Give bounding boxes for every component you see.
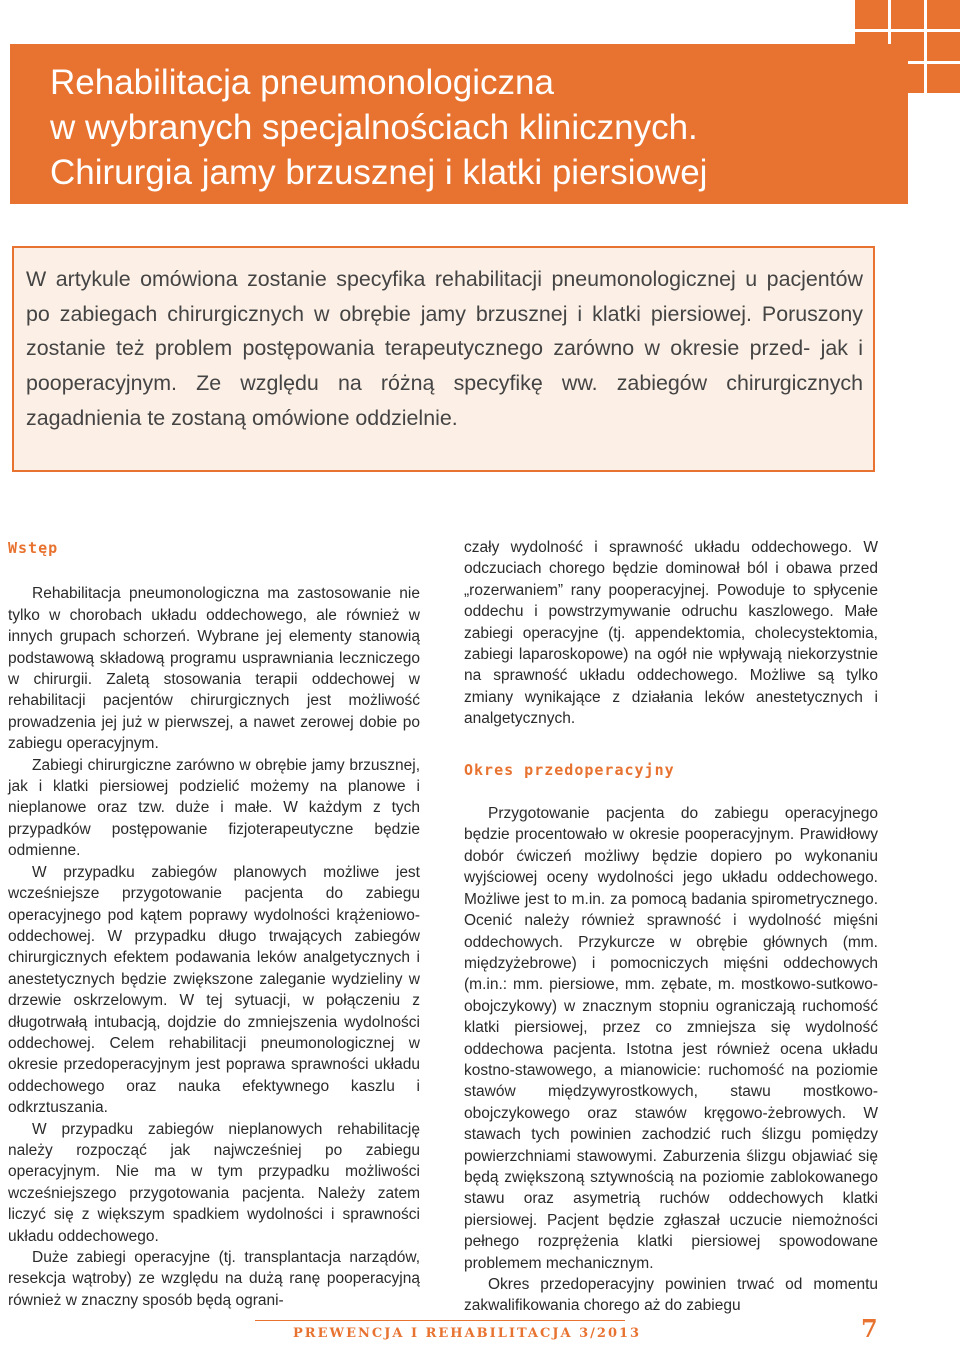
right-column — [464, 537, 878, 1317]
body-paragraph: Duże zabiegi operacyjne (tj. transplantacja narządów, resekcja wątroby) ze względu na dużą ranę pooperacyjną również w znaczny sposób będą ograni- — [8, 1249, 420, 1309]
article-title-line: Rehabilitacja pneumonologiczna — [50, 63, 554, 102]
journal-name: PREWENCJA I REHABILITACJA 3/2013 — [293, 1326, 642, 1341]
body-paragraph: Przygotowanie pacjenta do zabiegu operacyjnego będzie procentowało w okresie pooperacyjnym. Prawidłowy dobór ćwiczeń możliwy będzie dopiero po wykonaniu wyjściowej oceny wydolności jego układu oddechowego. Możliwe jest to m.in. za pomocą badania spirometrycznego. Ocenić należy również sprawność i wydolność mięśni oddechowych. Przykurcze w obrębie głównych (mm. międzyżebrowe) i pomocniczych mięśni oddechowych (m.in.: mm. piersiowe, mm. zębate, m. mostkowo-sutkowo-obojczykowy) w znacznym stopniu ograniczają ruchomość klatki piersiowej, przez co zmniejsza się wydolność oddechowa pacjenta. Istotna jest również ocena układu kostno-stawowego, a mianowicie: ruchomość na poziomie stawów międzywyrostkowych, stawu mostkowo-obojczykowego oraz stawów kręgowo-żebrowych. W stawach tych powinien zachodzić ruch ślizgu pomiędzy powierzchniami stawowymi. Zaburzenia ślizgu objawiać się będą zwiększoną sztywnością na poziomie zablokowanego stawu oraz asymetrią ruchów oddechowych klatki piersiowej. Pacjent będzie zgłaszał uczucie niemożności pełnego rozprężenia klatki piersiowej spowodowane problemem mechanicznym. — [464, 805, 878, 1272]
body-paragraph: Rehabilitacja pneumonologiczna ma zastosowanie nie tylko w chorobach układu oddechowego, ale również w innych grupach schorzeń. Wybrane jej elementy stanowią podstawową składową programu usprawniania leczniczego w chirurgii. Zaletą stosowania terapii oddechowej w rehabilitacji pacjentów chirurgicznych jest możliwość prowadzenia jej już w pierwszej, a nawet zerowej dobie po zabiegu operacyjnym. — [8, 585, 420, 753]
left-column — [8, 538, 420, 1311]
body-paragraph: W przypadku zabiegów planowych możliwe jest wcześniejsze przygotowanie pacjenta do zabiegu operacyjnego pod kątem poprawy wydolności krążeniowo-oddechowej. W przypadku długo trwających zabiegów chirurgicznych efektem podawania leków analgetycznych i anestetycznych będzie zwiększone zaleganie wydzieliny w drzewie oskrzelowym. W tej sytuacji, w połączeniu z długotrwałą intubacją, dojdzie do zmniejszenia wydolności oddechowej. Celem rehabilitacji pneumonologicznej w okresie przedoperacyjnym jest poprawa sprawności układu oddechowego oraz nauka efektywnego kaszlu i odkrztuszania. — [8, 863, 420, 1117]
article-title — [50, 60, 888, 195]
body-paragraph: W przypadku zabiegów nieplanowych rehabilitację należy rozpocząć jak najwcześniej po zabiegu operacyjnym. Nie ma w tym przypadku możliwości wcześniejszego przygotowania pacjenta. Należy zatem liczyć się z większym spadkiem wydolności i sprawności układu oddechowego. — [8, 1120, 420, 1245]
body-paragraph: Okres przedoperacyjny powinien trwać od momentu zakwalifikowania chorego aż do zabiegu — [464, 1276, 878, 1315]
section-heading-intro: Wstęp — [8, 539, 59, 557]
footer-rule — [255, 1320, 625, 1321]
title-band — [10, 44, 908, 204]
lead-box — [12, 246, 875, 472]
body-paragraph-continued: czały wydolność i sprawność układu oddechowego. W odczuciach chorego będzie dominował ból i obawa przed „rozerwaniem” rany pooperacyjnej. Powoduje to spłycenie oddechu i powstrzymywanie odruchu kaszlowego. Małe zabiegi operacyjne (tj. appendektomia, cholecystektomia, zabiegi laparoskopowe) na ogół nie wpływają niekorzystnie na sprawność układu oddechowego. Możliwe są tylko zmiany wynikające z działania leków anestetycznych i analgetycznych. — [464, 539, 878, 728]
lead-paragraph: W artykule omówiona zostanie specyfika rehabilitacji pneumonologicznej u pacjentów po zabiegach chirurgicznych w obrębie jamy brzusznej i klatki piersiowej. Poruszony zostanie też problem postępowania terapeutycznego zarówno w okresie przed- jak i pooperacyjnym. Ze względu na różną specyfikę ww. zabiegów chirurgicznych zagadnienia te zostaną omówione oddzielnie. — [26, 267, 863, 430]
article-title-line: w wybranych specjalnościach klinicznych. — [50, 108, 698, 147]
page-number: 7 — [861, 1314, 878, 1343]
section-heading-preoperative: Okres przedoperacyjny — [464, 760, 675, 779]
article-title-line: Chirurgia jamy brzusznej i klatki piersiowej — [50, 153, 708, 192]
body-paragraph: Zabiegi chirurgiczne zarówno w obrębie jamy brzusznej, jak i klatki piersiowej podzielić możemy na planowe i nieplanowe oraz tzw. duże i małe. W każdym z tych przypadków postępowanie fizjoterapeutyczne będzie odmienne. — [8, 756, 420, 860]
page-footer — [255, 1314, 880, 1343]
